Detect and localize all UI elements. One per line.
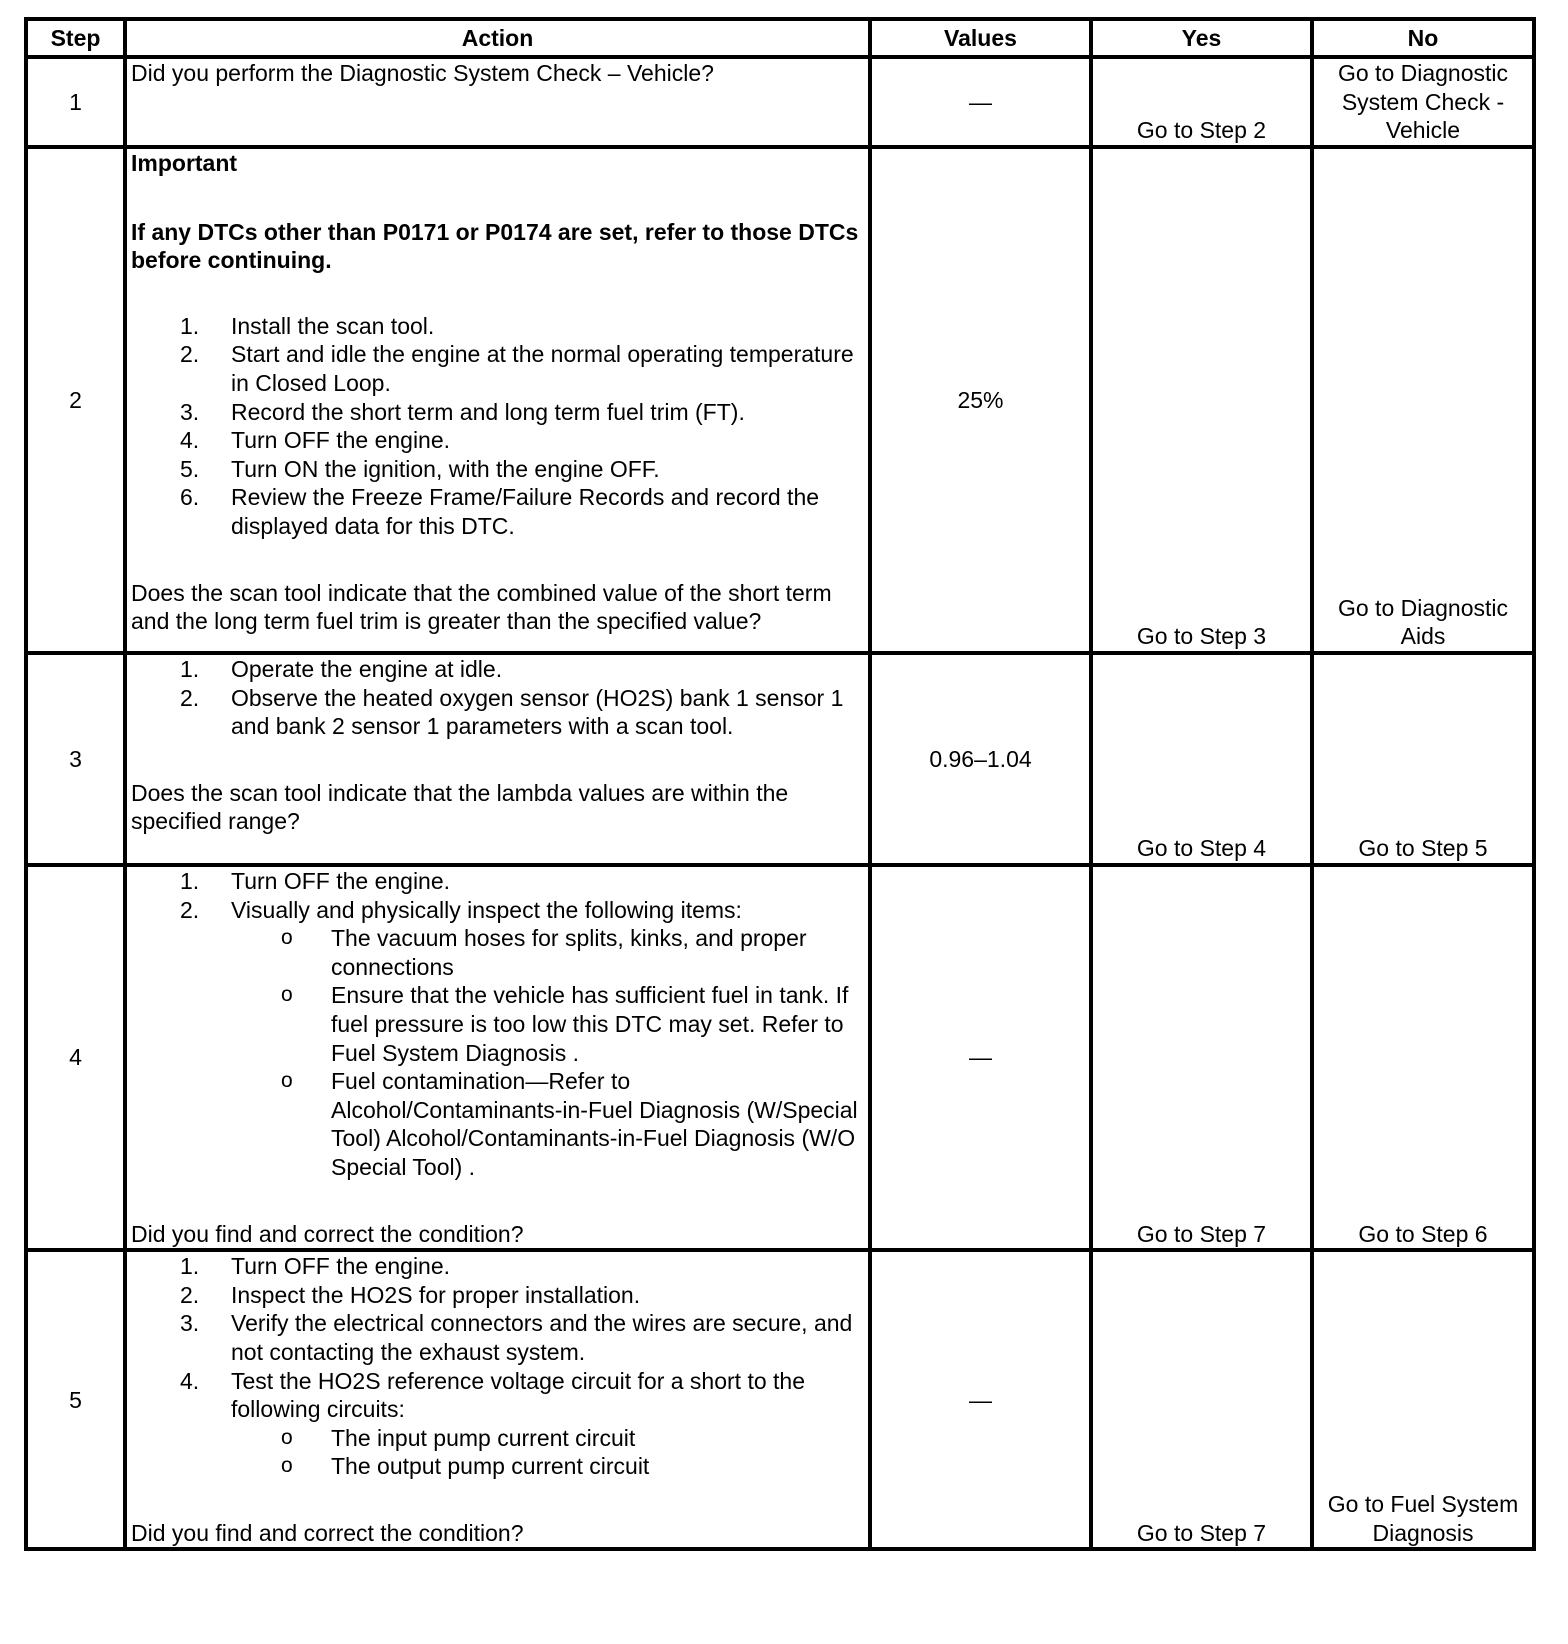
header-step: Step	[26, 19, 125, 57]
instruction-list	[131, 867, 864, 1182]
yes-outcome: Go to Step 4	[1091, 653, 1312, 865]
action-cell	[125, 57, 870, 147]
list-item: 1. Turn OFF the engine.	[180, 1253, 451, 1280]
value-cell: —	[870, 865, 1091, 1250]
list-item: 4. Turn OFF the engine.	[180, 427, 451, 454]
table-row	[26, 865, 1534, 1250]
diagnostic-table	[24, 17, 1536, 1551]
header-no: No	[1312, 19, 1534, 57]
list-item: 1. Turn OFF the engine.	[180, 868, 451, 894]
step-number: 2	[26, 147, 125, 653]
question-text: Does the scan tool indicate that the combined value of the short term and the long term fuel trim is greater than the specified value?	[131, 579, 832, 635]
value-cell: 25%	[870, 147, 1091, 653]
yes-outcome: Go to Step 7	[1091, 1250, 1312, 1549]
list-item: 3. Record the short term and long term fuel trim (FT).	[180, 398, 745, 425]
action-cell	[125, 1250, 870, 1549]
list-item: 5. Turn ON the ignition, with the engine OFF.	[180, 455, 660, 482]
bullet-marker: o	[281, 1425, 293, 1449]
no-outcome: Go to Diagnostic Aids	[1312, 147, 1534, 653]
list-item: o The output pump current circuit	[281, 1453, 650, 1480]
action-cell	[125, 865, 870, 1250]
list-item: o Ensure that the vehicle has sufficient fuel in tank. If fuel pressure is too low this DTC may set. Refer to Fuel System Diagnosis .	[281, 982, 849, 1066]
list-item: 4. Test the HO2S reference voltage circuit for a short to the following circuits: o The input pump current circuit o The output pump current circuit	[131, 1367, 864, 1481]
question-text: Did you perform the Diagnostic System Check – Vehicle?	[131, 60, 714, 86]
no-outcome: Go to Diagnostic System Check - Vehicle	[1312, 57, 1534, 147]
important-title: Important	[131, 150, 238, 176]
bullet-marker: o	[281, 983, 293, 1007]
table-row	[26, 653, 1534, 865]
list-item: 2. Start and idle the engine at the normal operating temperature in Closed Loop.	[180, 341, 854, 396]
instruction-list	[131, 1252, 864, 1481]
list-item: 6. Review the Freeze Frame/Failure Records and record the displayed data for this DTC.	[180, 484, 820, 539]
table-row	[26, 1250, 1534, 1549]
bullet-list	[231, 1424, 864, 1481]
header-row	[26, 19, 1534, 57]
step-number: 1	[26, 57, 125, 147]
list-item: o Fuel contamination—Refer to Alcohol/Contaminants-in-Fuel Diagnosis (W/Special Tool) Alcohol/Contaminants-in-Fuel Diagnosis (W/O Special Tool) .	[281, 1068, 858, 1180]
action-cell	[125, 653, 870, 865]
no-outcome: Go to Step 6	[1312, 865, 1534, 1250]
no-outcome: Go to Fuel System Diagnosis	[1312, 1250, 1534, 1549]
step-number: 3	[26, 653, 125, 865]
no-outcome: Go to Step 5	[1312, 653, 1534, 865]
list-item: o The input pump current circuit	[281, 1424, 636, 1451]
value-cell: 0.96–1.04	[870, 653, 1091, 865]
header-values: Values	[870, 19, 1091, 57]
bullet-marker: o	[281, 926, 293, 950]
yes-outcome: Go to Step 3	[1091, 147, 1312, 653]
list-item: 3. Verify the electrical connectors and the wires are secure, and not contacting the exhaust system.	[180, 1310, 853, 1365]
bullet-marker: o	[281, 1069, 293, 1093]
yes-outcome: Go to Step 2	[1091, 57, 1312, 147]
question-text: Did you find and correct the condition?	[131, 1220, 524, 1247]
step-number: 5	[26, 1250, 125, 1549]
action-cell	[125, 147, 870, 653]
table-row	[26, 57, 1534, 147]
value-cell: —	[870, 57, 1091, 147]
question-text: Did you find and correct the condition?	[131, 1519, 524, 1546]
question-text: Does the scan tool indicate that the lambda values are within the specified range?	[131, 779, 789, 835]
step-number: 4	[26, 865, 125, 1250]
list-item: 2. Inspect the HO2S for proper installation.	[180, 1281, 641, 1308]
instruction-list	[131, 655, 864, 741]
header-yes: Yes	[1091, 19, 1312, 57]
header-action: Action	[125, 19, 870, 57]
important-text: If any DTCs other than P0171 or P0174 are set, refer to those DTCs before continuing.	[131, 218, 859, 274]
list-item: 2. Visually and physically inspect the following items: o The vacuum hoses for splits, kinks, and proper connections o Ensure that the vehicle has sufficient fuel in tank. If fuel pressure is too low this DTC may set. Refer to Fuel System Diagnosis . o Fuel contamination—Refer to Alcohol/Contaminants-in-Fuel Diagnosis (W/Special Tool) Alcohol/Contaminants-in-Fuel Diagnosis (W/O Special Tool) .	[131, 896, 864, 1182]
list-item: o The vacuum hoses for splits, kinks, and proper connections	[281, 925, 807, 980]
list-item: 1. Install the scan tool.	[180, 312, 435, 339]
instruction-list	[131, 312, 864, 541]
value-cell: —	[870, 1250, 1091, 1549]
table-row	[26, 147, 1534, 653]
list-item: 2. Observe the heated oxygen sensor (HO2S) bank 1 sensor 1 and bank 2 sensor 1 parameters with a scan tool.	[180, 684, 844, 740]
bullet-marker: o	[281, 1454, 293, 1478]
list-item: 1. Operate the engine at idle.	[180, 656, 503, 682]
yes-outcome: Go to Step 7	[1091, 865, 1312, 1250]
bullet-list	[231, 924, 864, 1181]
